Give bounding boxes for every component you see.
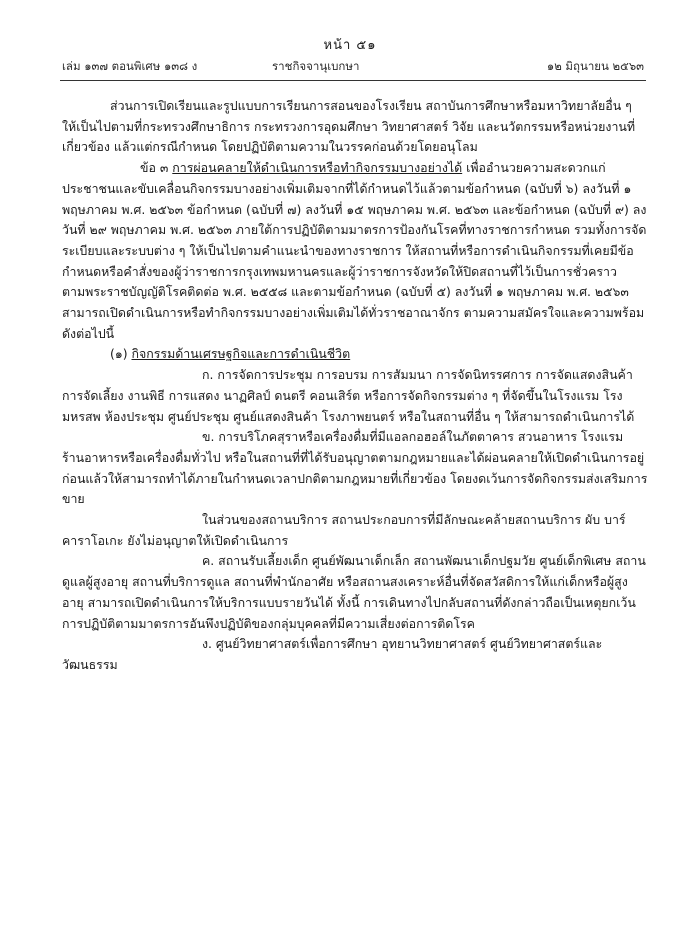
item-c: ค. สถานรับเลี้ยงเด็ก ศูนย์พัฒนาเด็กเล็ก สถานพัฒนาเด็กปฐมวัย ศูนย์เด็กพิเศษ สถานดูแลผู้สูงอายุ สถานที่บริการดูแล สถานที่พำนักอาศัย หรือสถานสงเคราะห์อื่นที่จัดสวัสดิการให้แก่เด็กหรือผู้สูงอายุ สามารถเปิดดำเนินการให้บริการแบบรายวันได้ ทั้งนี้ การเดินทางไปกลับสถานที่ดังกล่าวถือเป็นเหตุยกเว้นการปฏิบัติตามมาตรการอันพึงปฏิบัติของกลุ่มบุคคลที่มีความเสี่ยงต่อการติดโรค <box>62 553 646 631</box>
clause-3-label: ข้อ ๓ <box>140 160 169 176</box>
item-b: ข. การบริโภคสุราหรือเครื่องดื่มที่มีแอลกอฮอล์ในภัตตาคาร สวนอาหาร โรงแรม ร้านอาหารหรือเครื่องดื่มทั่วไป หรือในสถานที่ที่ได้รับอนุญาตตามกฎหมายและได้ผ่อนคลายให้เปิดดำเนินการอยู่ก่อนแล้วให้สามารถทำได้ภายในกำหนดเวลาปกติตามกฎหมายที่เกี่ยวข้อง โดยงดเว้นการจัดกิจกรรมส่งเสริมการขาย <box>62 429 648 507</box>
page-number: หน้า ๕๑ <box>323 38 377 53</box>
item-a: ก. การจัดการประชุม การอบรม การสัมมนา การจัดนิทรรศการ การจัดแสดงสินค้า การจัดเลี้ยง งานพิธี การแสดง นาฏศิลป์ ดนตรี คอนเสิร์ต หรือการจัดกิจกรรมต่าง ๆ ที่จัดขึ้นในโรงแรม โรงมหรสพ ห้องประชุม ศูนย์ประชุม ศูนย์แสดงสินค้า โรงภาพยนตร์ หรือในสถานที่อื่น ๆ ให้สามารถดำเนินการได้ <box>62 367 635 424</box>
section-1-title: กิจกรรมด้านเศรษฐกิจและการดำเนินชีวิต <box>131 346 351 362</box>
paragraph-opening: ส่วนการเปิดเรียนและรูปแบบการเรียนการสอนของโรงเรียน สถาบันการศึกษาหรือมหาวิทยาลัยอื่น ๆ ให้เป็นไปตามที่กระทรวงศึกษาธิการ กระทรวงการอุดมศึกษา วิทยาศาสตร์ วิจัย และนวัตกรรมหรือหน่วยงานที่เกี่ยวข้อง แล้วแต่กรณีกำหนด โดยปฏิบัติตามความในวรรคก่อนด้วยโดยอนุโลม <box>62 98 636 155</box>
clause-3 <box>62 158 648 344</box>
clause-3-text: เพื่ออำนวยความสะดวกแก่ประชาชนและขับเคลื่อนกิจกรรมบางอย่างเพิ่มเติมจากที่ได้กำหนดไว้แล้วตามข้อกำหนด (ฉบับที่ ๖) ลงวันที่ ๑ พฤษภาคม พ.ศ. ๒๕๖๓ ข้อกำหนด (ฉบับที่ ๗) ลงวันที่ ๑๕ พฤษภาคม พ.ศ. ๒๕๖๓ และข้อกำหนด (ฉบับที่ ๙) ลงวันที่ ๒๙ พฤษภาคม พ.ศ. ๒๕๖๓ ภายใต้การปฏิบัติตามมาตรการป้องกันโรคที่ทางราชการกำหนด รวมทั้งการจัดระเบียบและระบบต่าง ๆ ให้เป็นไปตามคำแนะนำของทางราชการ ให้สถานที่หรือการดำเนินกิจกรรมที่เคยมีข้อกำหนดหรือคำสั่งของผู้ว่าราชการกรุงเทพมหานครและผู้ว่าราชการจังหวัดให้ปิดสถานที่ไว้เป็นการชั่วคราวตามพระราชบัญญัติโรคติดต่อ พ.ศ. ๒๕๕๘ และตามข้อกำหนด (ฉบับที่ ๕) ลงวันที่ ๑ พฤษภาคม พ.ศ. ๒๕๖๓ สามารถเปิดดำเนินการหรือทำกิจกรรมบางอย่างเพิ่มเติมได้ทั่วราชอาณาจักร ตามความสมัครใจและความพร้อมดังต่อไปนี้ <box>62 160 647 341</box>
item-d: ง. ศูนย์วิทยาศาสตร์เพื่อการศึกษา อุทยานวิทยาศาสตร์ ศูนย์วิทยาศาสตร์และวัฒนธรรม <box>62 636 603 672</box>
section-1-heading <box>62 344 648 365</box>
item-b-continuation: ในส่วนของสถานบริการ สถานประกอบการที่มีลักษณะคล้ายสถานบริการ ผับ บาร์ คาราโอเกะ ยังไม่อนุญาตให้เปิดดำเนินการ <box>62 512 626 548</box>
clause-3-title: การผ่อนคลายให้ดำเนินการหรือทำกิจกรรมบางอย่างได้ <box>172 160 463 176</box>
volume-issue: เล่ม ๑๓๗ ตอนพิเศษ ๑๓๘ ง <box>62 59 198 73</box>
document-body <box>62 96 648 676</box>
publication-date: ๑๒ มิถุนายน ๒๕๖๓ <box>546 59 644 73</box>
gazette-name: ราชกิจจานุเบกษา <box>272 59 360 73</box>
section-1-number: (๑) <box>110 346 128 362</box>
header-divider <box>60 80 646 81</box>
